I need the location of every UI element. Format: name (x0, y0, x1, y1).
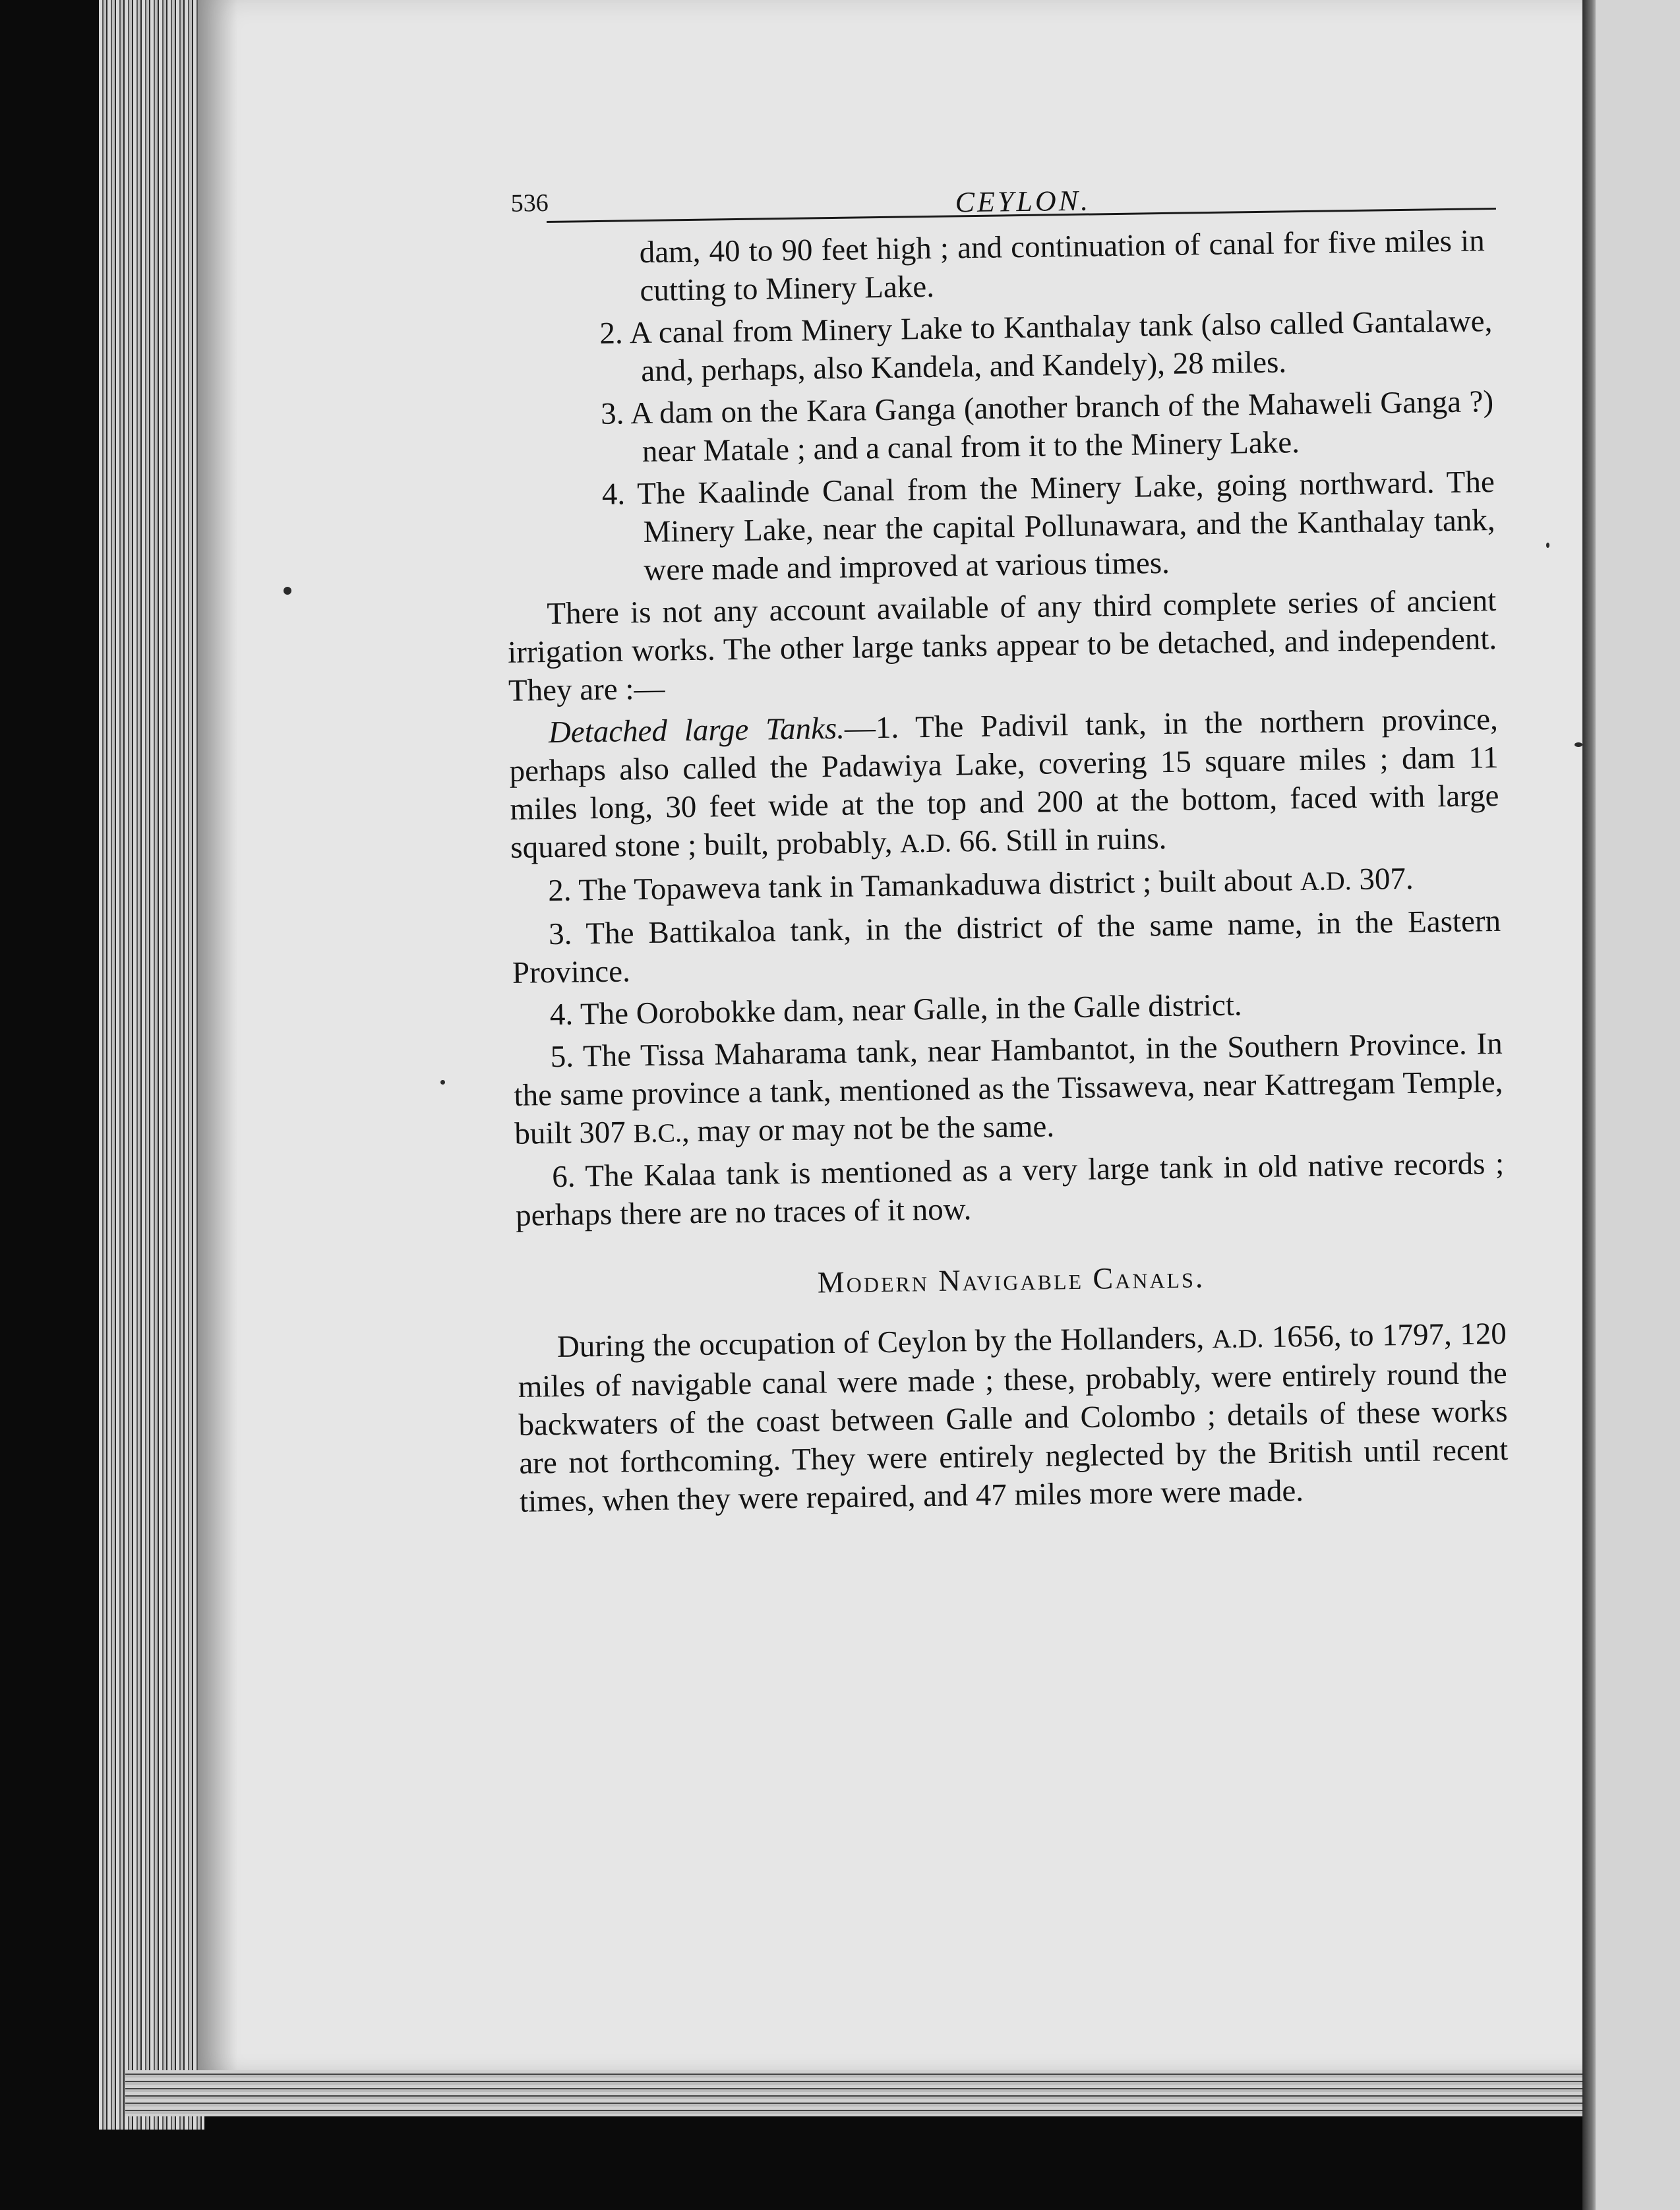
era-label: A.D. (899, 827, 952, 858)
detached-item-3 (512, 902, 1501, 992)
item-text: 6. The Kalaa tank is mentioned as a very large tank in old native records ; perhaps there are no traces of it now. (515, 1146, 1505, 1233)
detached-tanks-lead: Detached large Tanks. (548, 711, 845, 750)
detached-tanks-paragraph (508, 700, 1499, 868)
era-label: B.C. (633, 1118, 682, 1149)
page-bottom-edge (125, 2070, 1622, 2116)
detached-item-1-end: 66. Still in ruins. (951, 821, 1167, 859)
gutter-shadow (198, 0, 237, 2083)
item-text-end: 307. (1351, 861, 1414, 897)
era-label: A.D. (1212, 1323, 1264, 1354)
paragraph-text: During the occupation of Ceylon by the Hollanders, (556, 1321, 1213, 1364)
scan-speck (440, 1080, 445, 1085)
item-text: The Kaalinde Canal from the Minery Lake, going northward. The Minery Lake, near the capital Pollunawara, and the Kanthalay tank, were made and improved at various times. (636, 465, 1495, 588)
item-number: 2. (599, 316, 624, 351)
item-text: A dam on the Kara Ganga (another branch of the Mahaweli Ganga ?) near Matale ; and a canal from it to the Minery Lake. (630, 384, 1494, 469)
item-text: A canal from Minery Lake to Kanthalay tank (also called Gantalawe, and, perhaps, also Kandela, and Kandely), 28 miles. (629, 304, 1493, 389)
section-heading: Modern Navigable Canals. (817, 1260, 1205, 1299)
detached-item-1: —1. The Padivil tank, in the northern province, perhaps also called the Padawiya Lake, covering 15 square miles ; dam 11 miles long, 30 feet wide at the top and 200 at the bottom, faced with large squared stone ; built, probably, (509, 702, 1499, 865)
continuation-text: dam, 40 to 90 feet high ; and continuation of canal for five miles in cutting to Minery Lake. (639, 224, 1485, 309)
item-text: 4. The Oorobokke dam, near Galle, in the Galle district. (549, 988, 1242, 1032)
list-item (504, 382, 1494, 473)
item-number: 4. (601, 477, 626, 512)
page-text (501, 158, 1509, 1521)
scan-speck (1575, 742, 1582, 747)
running-title: CEYLON. (955, 184, 1091, 219)
detached-item-5 (513, 1025, 1503, 1154)
item-text: 2. The Topaweva tank in Tamankaduwa district ; built about (547, 863, 1301, 909)
item-text: 5. The Tissa Maharama tank, near Hambantot, in the Southern Province. In the same province a tank, mentioned as the Tissaweva, near Kattregam Temple, built 307 (514, 1026, 1503, 1151)
page-edges (99, 0, 204, 2130)
third-series-paragraph: There is not any account available of any third complete series of ancient irrigation works. The other large tanks appear to be detached, and independent. They are :— (507, 583, 1497, 708)
scan-speck (284, 587, 291, 595)
era-label: A.D. (1300, 866, 1352, 897)
list-item (503, 302, 1493, 392)
page-number: 536 (510, 189, 549, 218)
item-number: 3. (600, 396, 624, 431)
paragraph-text-end: 1656, to 1797, 120 miles of navigable canal were made ; these, probably, were entirely round the backwaters of the coast between Galle and Colombo ; details of these works are not forthcoming. They were entirely neglected by the British until recent times, when they were repaired, and 47 miles more were made. (518, 1316, 1509, 1519)
detached-item-6 (515, 1145, 1505, 1235)
facing-page-strip (1596, 0, 1680, 2210)
scan-speck (1546, 543, 1549, 548)
item-text: 3. The Battikaloa tank, in the district of the same name, in the Eastern Province. (512, 903, 1501, 990)
canals-paragraph (518, 1315, 1509, 1521)
item-text-end: , may or may not be the same. (681, 1109, 1055, 1149)
list-item (505, 463, 1495, 591)
